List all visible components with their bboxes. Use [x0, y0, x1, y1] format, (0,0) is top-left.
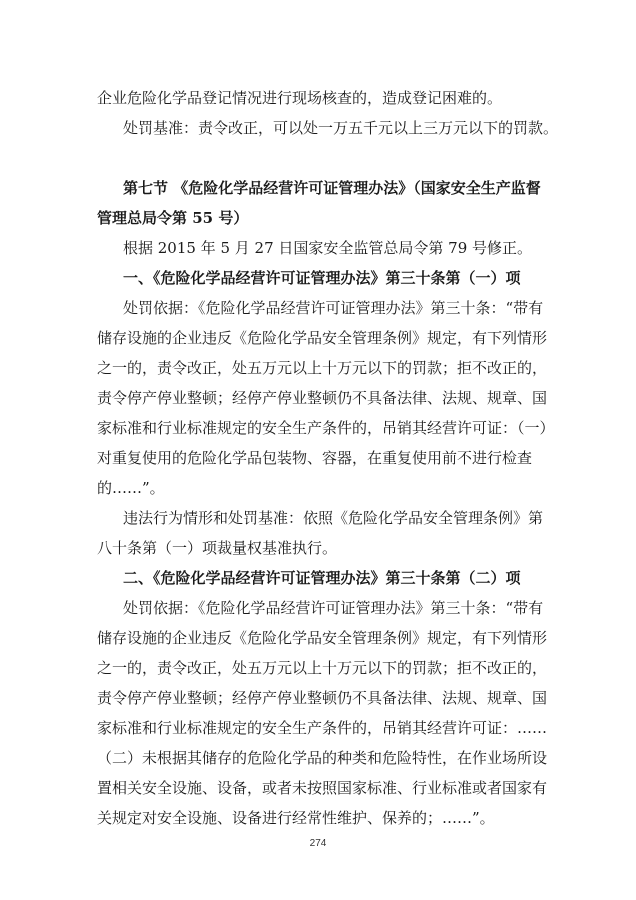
text-line: 储存设施的企业违反《危险化学品安全管理条例》规定，有下列情形 — [97, 629, 548, 647]
amendment-note: 根据 2015 年 5 月 27 日国家安全监管总局令第 79 号修正。 — [123, 239, 533, 257]
text-line: 违法行为情形和处罚基准：依照《危险化学品安全管理条例》第 — [123, 509, 544, 527]
text-line: 处罚依据：《危险化学品经营许可证管理办法》第三十条：“带有 — [123, 599, 544, 617]
text-line: 之一的，责令改正，处五万元以上十万元以下的罚款；拒不改正的， — [97, 359, 548, 377]
text-line: 责令停产停业整顿；经停产停业整顿仍不具备法律、法规、规章、国 — [97, 689, 548, 707]
penalty-standard-line: 处罚基准：责令改正，可以处一万五千元以上三万元以下的罚款。 — [123, 119, 559, 137]
article-heading-2: 二、《危险化学品经营许可证管理办法》第三十条第（二）项 — [123, 569, 521, 587]
section-heading-continued: 管理总局令第 55 号） — [97, 209, 249, 227]
article-heading-1: 一、《危险化学品经营许可证管理办法》第三十条第（一）项 — [123, 269, 521, 287]
text-line: 储存设施的企业违反《危险化学品安全管理条例》规定，有下列情形 — [97, 329, 548, 347]
text-line: 关规定对安全设施、设备进行经常性维护、保养的；……”。 — [97, 809, 495, 827]
text-line: 的……”。 — [97, 479, 165, 497]
text-line: 八十条第（一）项裁量权基准执行。 — [97, 539, 338, 557]
text-line: 企业危险化学品登记情况进行现场核查的，造成登记困难的。 — [97, 89, 503, 107]
text-line: 对重复使用的危险化学品包装物、容器，在重复使用前不进行检查 — [97, 449, 533, 467]
page-number: 274 — [309, 838, 327, 849]
text-line: 责令停产停业整顿；经停产停业整顿仍不具备法律、法规、规章、国 — [97, 389, 548, 407]
text-line: 处罚依据：《危险化学品经营许可证管理办法》第三十条：“带有 — [123, 299, 544, 317]
text-line: 家标准和行业标准规定的安全生产条件的，吊销其经营许可证：…… — [97, 719, 548, 737]
text-line: 置相关安全设施、设备，或者未按照国家标准、行业标准或者国家有 — [97, 779, 548, 797]
text-line: （二）未根据其储存的危险化学品的种类和危险特性，在作业场所设 — [97, 749, 548, 767]
text-line: 之一的，责令改正，处五万元以上十万元以下的罚款；拒不改正的， — [97, 659, 548, 677]
text-line: 家标准和行业标准规定的安全生产条件的，吊销其经营许可证：（一） — [97, 419, 555, 437]
section-heading: 第七节 《危险化学品经营许可证管理办法》（国家安全生产监督 — [123, 179, 541, 197]
